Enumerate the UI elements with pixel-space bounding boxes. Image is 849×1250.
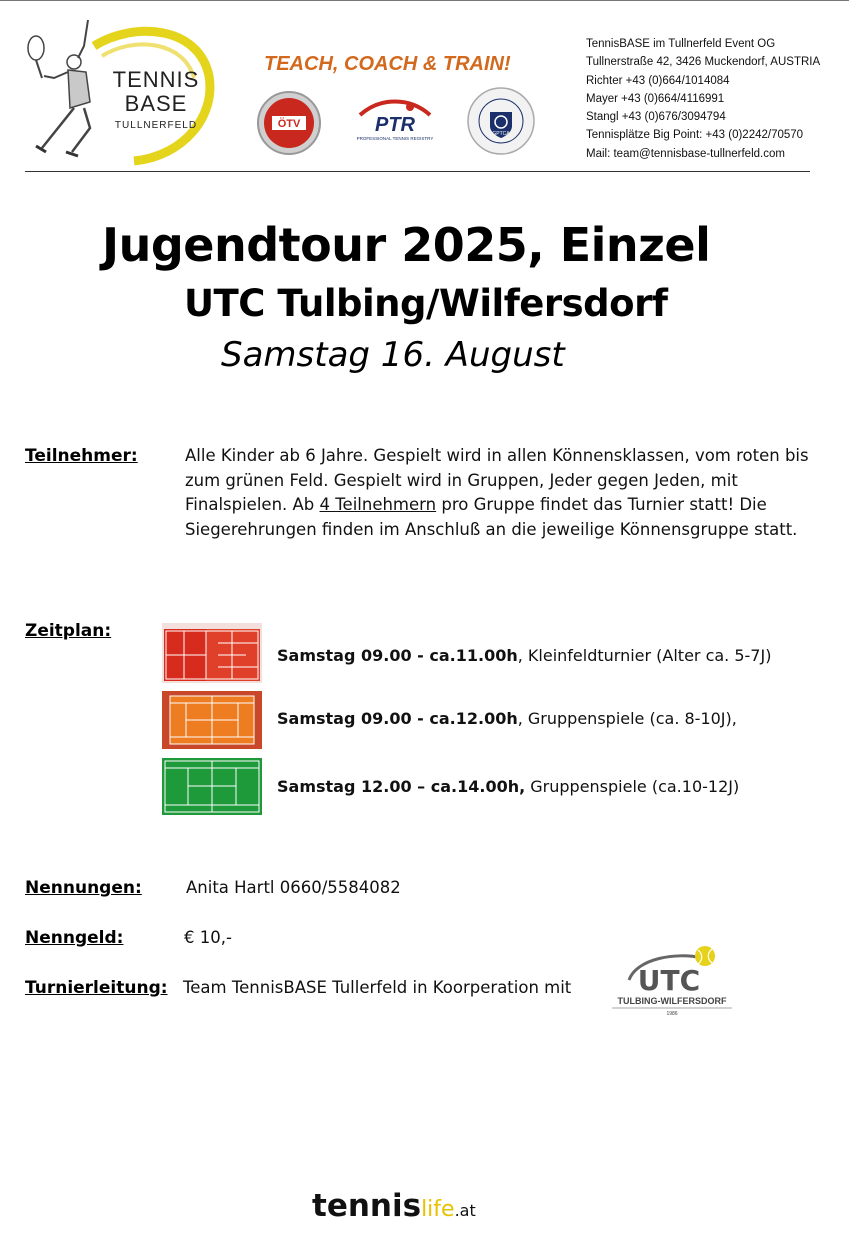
contact-line: Richter +43 (0)664/1014084 — [586, 74, 730, 87]
teilnehmer-text-part1: Alle Kinder ab 6 Jahre. Gespielt wird in allen Könnensklassen, vom roten bis zum grünen Feld. Gespielt wird in Gruppen, Jeder gegen Jeden, mit Finalspielen. Ab — [185, 446, 809, 514]
contact-block — [586, 35, 836, 163]
turnierleitung-value: Team TennisBASE Tullerfeld in Koorperation mit — [183, 978, 572, 997]
ptr-badge — [350, 95, 440, 145]
schedule-item-2 — [277, 709, 737, 728]
tennislife-part2: life — [421, 1197, 455, 1222]
tennisbase-logo — [24, 16, 224, 166]
logo-line1: TENNIS — [112, 67, 200, 92]
utc-sub: TULBING-WILFERSDORF — [617, 996, 727, 1006]
schedule-time: Samstag 12.00 – ca.14.00h, — [277, 777, 526, 796]
event-venue: UTC Tulbing/Wilfersdorf — [184, 282, 668, 325]
event-title: Jugendtour 2025, Einzel — [102, 218, 711, 272]
logo-line3: TULLNERFELD — [114, 120, 198, 131]
contact-line: Stangl +43 (0)676/3094794 — [586, 111, 726, 124]
turnierleitung-label: Turnierleitung: — [25, 978, 168, 998]
top-border — [0, 0, 849, 1]
teilnehmer-label: Teilnehmer: — [25, 446, 138, 466]
schedule-desc: , Gruppenspiele (ca. 8-10J), — [517, 709, 737, 728]
utc-name: UTC — [637, 964, 701, 997]
nenngeld-value: € 10,- — [184, 928, 232, 947]
contact-line[interactable]: Mail: team@tennisbase-tullnerfeld.com — [586, 147, 785, 160]
oetv-text: ÖTV — [277, 118, 301, 130]
contact-line: Tennisplätze Big Point: +43 (0)2242/70570 — [586, 129, 804, 142]
teilnehmer-underlined: 4 Teilnehmern — [319, 495, 437, 514]
schedule-item-3 — [277, 777, 739, 796]
event-date: Samstag 16. August — [221, 335, 565, 375]
contact-line: Mayer +43 (0)664/4116991 — [586, 92, 725, 105]
nennungen-label: Nennungen: — [25, 878, 142, 898]
ptr-text: PTR — [375, 114, 415, 136]
slogan: TEACH, COACH & TRAIN! — [264, 53, 511, 75]
logo-text — [96, 68, 216, 131]
oetv-badge — [256, 90, 322, 156]
ptr-sub-text: PROFESSIONAL TENNIS REGISTRY — [356, 136, 434, 141]
tennislife-part3: .at — [454, 1201, 476, 1220]
header-divider — [25, 171, 810, 172]
utc-logo — [607, 940, 737, 1018]
utc-year: 1986 — [666, 1011, 678, 1017]
green-court-icon — [162, 758, 262, 815]
tennislife-logo[interactable] — [312, 1188, 502, 1233]
schedule-desc: , Kleinfeldturnier (Alter ca. 5-7J) — [517, 646, 772, 665]
teilnehmer-text-part2: pro Gruppe findet das Turnier statt! Die Siegerehrungen finden im Anschluß an die jeweilige Könnensgruppe statt. — [185, 495, 798, 539]
red-court-icon — [162, 623, 262, 683]
nenngeld-label: Nenngeld: — [25, 928, 124, 948]
schedule-item-1 — [277, 646, 771, 665]
contact-line: Tullnerstraße 42, 3426 Muckendorf, AUSTRIA — [586, 56, 821, 69]
tennislife-part1: tennis — [312, 1188, 422, 1224]
gptca-badge — [466, 86, 536, 156]
schedule-time: Samstag 09.00 - ca.12.00h — [277, 709, 518, 728]
teilnehmer-text — [185, 444, 815, 542]
contact-line: TennisBASE im Tullnerfeld Event OG — [586, 38, 776, 50]
zeitplan-label: Zeitplan: — [25, 621, 112, 641]
nennungen-value: Anita Hartl 0660/5584082 — [186, 878, 401, 897]
orange-court-icon — [162, 691, 262, 749]
schedule-desc: Gruppenspiele (ca.10-12J) — [525, 777, 740, 796]
schedule-time: Samstag 09.00 - ca.11.00h — [277, 646, 518, 665]
gptca-text: GPTCA — [492, 131, 510, 137]
logo-line2: BASE — [124, 91, 188, 116]
